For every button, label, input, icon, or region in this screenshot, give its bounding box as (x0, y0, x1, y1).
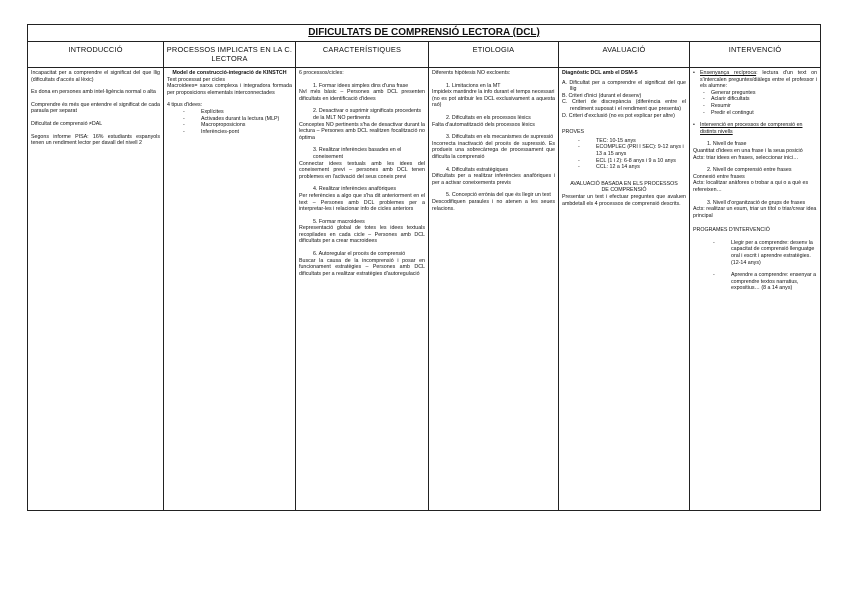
intro-paragraph: Dificultat de comprensió ≠DAL (31, 120, 103, 127)
basada-title: AVALUACIÓ BASADA EN ELS PROCESSOS DE COMPRENSIÓ (570, 180, 678, 194)
model-text: Text processat per cicles Macroidees= xarxa complexa i integradora formada per proposicions elementals interconnectades (167, 76, 292, 96)
model-title: Model de construcció-integració de KINSTCH (172, 70, 287, 76)
list-item: - Predir el contingut (693, 110, 817, 117)
list-item: - Generar preguntes (693, 90, 817, 97)
list-item: - Resumir (693, 103, 817, 110)
level-text: Connexió entre frases Acts: localitzar anàfores o trobar a qui o a què es refereixen… (693, 173, 809, 193)
level-title: 2. Nivell de comprensió entre frases (707, 167, 792, 174)
caract-item-title: 2. Desactivar o suprimir significats procedents de la MLT NO pertinents (313, 108, 422, 121)
prog-list (693, 240, 817, 292)
caract-item-text: Representació global de totes les idees textuals recopilades en cada cicle – Persones amb DCL dificultats per a crear macroidees (299, 225, 425, 245)
caract-intro: 6 processos/cicles: (299, 70, 344, 76)
list-item: - Aclarir dificultats (693, 96, 817, 103)
intervencio-column (690, 68, 821, 511)
header-processos: PROCESSOS IMPLICATS EN LA C. LECTORA (164, 42, 296, 68)
processos-column (164, 68, 296, 511)
intro-column (28, 68, 164, 511)
diag-criterion: A. Dificultat per a comprendre el significat del que llig (562, 79, 686, 93)
level-title: 3. Nivell d'organització de grups de frases (707, 199, 806, 206)
caract-item-title: 5. Formar macroidees (313, 218, 365, 225)
etiologia-item-text: Falta d'automatització dels processos lèxics (432, 121, 535, 128)
etiologia-item-text: Impideix mantindre la info durant el temps necessari (no es pot atribuir les DCL exclusivament a aquesta raó) (432, 89, 555, 109)
etiologia-item-title: 2. Dificultats en els processos lèxics (446, 114, 531, 121)
header-etiologia: ETIOLOGIA (429, 42, 559, 68)
level-text: Quantitat d'idees en una frase i la seua posició Acts: triar idees en frases, seleccionar inici… (693, 147, 803, 161)
caract-item-title: 3. Realitzar inferències basades en el coneixement (313, 147, 402, 160)
diag-criterion: B. Criteri d'inici (durant el desenv) (562, 92, 642, 99)
header-intervencio: INTERVENCIÓ (690, 42, 821, 68)
document-title: DIFICULTATS DE COMPRENSIÓ LECTORA (DCL) (28, 25, 821, 42)
list-item: - Inferències-pont (167, 129, 292, 136)
intro-paragraph: Es dona en persones amb intel·ligència normal o alta (31, 89, 156, 96)
prog-title: PROGRAMES D'INTERVENCIÓ (693, 227, 770, 234)
summary-table (27, 24, 821, 511)
caract-item-title: 4. Realitzar inferències anafòriques (313, 186, 397, 193)
etiologia-item-text: Descodifiquen paraules i no atenen a les seues relacions. (432, 198, 555, 212)
etiologia-item-title: 3. Dificultats en els mecanismes de supressió (446, 134, 554, 141)
intro-paragraph: Comprendre és més que entendre el significat de cada paraula per separat (31, 101, 160, 115)
etiologia-intro: Diferents hipòtesis NO excloents: (432, 70, 511, 76)
ens-text: : lectura d'un text on s'intercalen preguntes/diàlegs entre el professor i els alumne: (700, 70, 818, 90)
diag-criteria (562, 80, 686, 120)
list-item: - TEC: 10-15 anys (562, 138, 686, 145)
header-caracteristiques: CARACTERÍSTIQUES (296, 42, 429, 68)
list-item: - Llegir per a comprendre: desenv la capacitat de comprensió llenguatge oral i escrit i aprendre estratègies. (12-14 anys) (693, 240, 817, 266)
caract-item-text: Per referències a algo que s'ha dit anteriorment en el text – Persones amb DCL problemes per a interpretar-les i relacionar info de cicles anteriors (299, 192, 425, 213)
list-item: - Macroproposicions (167, 122, 292, 129)
ensenyanca-reciproca (693, 70, 817, 90)
processos-nivells (693, 122, 817, 135)
tipus-title: 4 tipus d'idees: (167, 102, 203, 109)
caract-item-text: Nvl més bàsic – Persones amb DCL presenten dificultats en identificació d'idees (299, 89, 425, 102)
etiologia-item-title: 1. Limitacions en la MT (446, 82, 501, 89)
header-avaluacio: AVALUACIÓ (559, 42, 690, 68)
list-item: - Explícites (167, 109, 292, 116)
diag-title: Diagnòstic DCL amb el DSM-5 (562, 70, 638, 76)
intro-paragraph: Incapacitat per a comprendre el significat del que llig (dificultats d'accés al lèxic) (31, 70, 160, 83)
caract-item-title: 1. Formar idees simples dins d'una frase (313, 82, 409, 89)
caract-item-text: Buscar la causa de la incomprensió i posar en funcionament estratègies – Persones amb DCL dificultats per a realitzar estratègies d'autoregulació (299, 257, 425, 277)
level-text: Acts: realitzar un esum, triar un títol o triar/crear idea principal (693, 206, 817, 219)
etiologia-item-title: 4. Dificultats estratègiques (446, 166, 509, 173)
avaluacio-column (559, 68, 690, 511)
etiologia-item-title: 5. Concepció errònia del que és llegir un text (446, 192, 551, 199)
list-item: - CCL: 12 a 14 anys (562, 164, 686, 171)
caract-item-title: 6. Autoregular el procés de comprensió (313, 251, 406, 258)
etiologia-column (429, 68, 559, 511)
basada-text: Presentar un text i efectuar preguntes que avaluen ambdetall els 4 processos de comprensió descrits. (562, 193, 686, 207)
list-item: - Aprendre a comprendre: ensenyar a comprendre textos narratius, expositius… (8 a 14 anys) (693, 272, 817, 292)
etiologia-item-text: Incorrecta inactivació del procés de supressió. Es produeix una sobrecàrrega de processament que dificulta la comprensió (432, 140, 555, 160)
list-item: - ECL (1 i 2): 6-8 anys i 9 a 10 anys (562, 158, 686, 165)
proc-label: Intervenció en processos de comprensió en distints nivells (700, 122, 803, 135)
proves-title: PROVES (562, 129, 585, 136)
diag-criterion: D. Criteri d'exclusió (no es pot explicar per altre) (562, 112, 675, 119)
caract-item-text: Connectar idees textuals amb les idees del coneixement previ – persones amb DCL tenen problemes en l'activació del seus coneix previ (299, 160, 425, 180)
intro-paragraph: Segons informe PISA: 16% estudiants espanyols tenen un rendiment lector per davall del nivell 2 (31, 133, 160, 147)
etiologia-item-text: Dificultats per a realitzar inferències anafòriques i per a activar coneixements previs (432, 173, 555, 186)
tipus-list (167, 109, 292, 135)
list-item: - ECOMPLEC (PRI I SEC): 9-12 anys i 13 a 15 anys (562, 144, 686, 157)
ens-list (693, 90, 817, 116)
header-introduccio: INTRODUCCIÓ (28, 42, 164, 68)
proves-list (562, 138, 686, 171)
document-page (27, 24, 820, 511)
diag-criterion: C. Criteri de discrepància (diferència entre el rendiment suposat i el rendiment que presenta) (562, 99, 686, 112)
ens-label: Ensenyança recíproca (700, 70, 757, 76)
level-title: 1. Nivell de frase (707, 141, 747, 148)
caract-column (296, 68, 429, 511)
list-item: - Activades durant la lectura (MLP) (167, 116, 292, 123)
caract-item-text: Conceptes NO pertinents s'ha de desactivar durant la lectura – Persones amb DCL realitzen focalització no òptima (299, 121, 425, 141)
